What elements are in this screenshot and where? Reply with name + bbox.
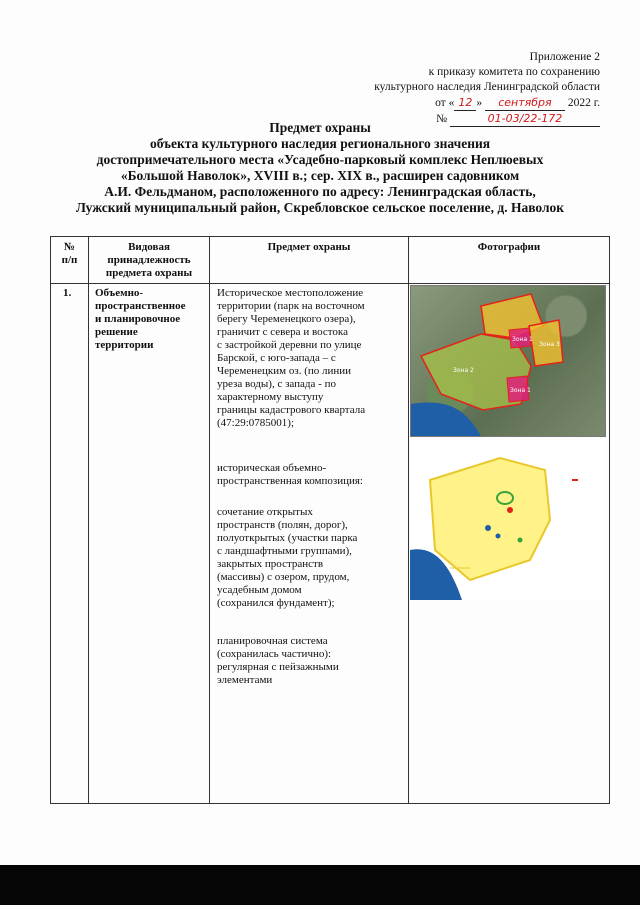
header-photos: Фотографии: [477, 241, 541, 253]
scheme-point-2: [496, 534, 501, 539]
row1-subject-planning: планировочная система (сохранилась частично): регулярная с пейзажными элементами: [217, 635, 339, 686]
zones-map-svg: [411, 286, 605, 436]
row1-subject-location: Историческое местоположение территории (парк на восточном берегу Череменецкого озера), граничит с севера и востока с застройкой деревни по улице Барской, с юго-запада – с Череменецким оз. (по линии уреза воды), с запада - по характерному выступу границы кадастрового квартала (47:29:0785001);: [217, 287, 366, 429]
title-line-4: «Большой Наволок», XVIII в.; сер. XIX в., расширен садовником: [120, 168, 520, 183]
label-zone3: Зона 3: [539, 341, 560, 348]
date-month-handwritten: сентября: [485, 95, 565, 111]
title-line-6: Лужский муниципальный район, Скребловское сельское поселение, д. Наволок: [75, 200, 565, 215]
lake-water: [411, 403, 481, 436]
row1-num: 1.: [63, 287, 72, 299]
appendix-line-3: культурного наследия Ленинградской области: [374, 81, 600, 93]
appendix-line-1: Приложение 2: [529, 51, 600, 63]
order-number-handwritten: 01-03/22-172: [450, 111, 600, 127]
scheme-point-3: [518, 538, 523, 543]
order-number: № 01-03/22-172: [374, 111, 600, 127]
header-num: № п/п: [61, 241, 78, 266]
label-zone1-top: Зона 1: [512, 336, 533, 343]
title-line-2: объекта культурного наследия регионального значения: [149, 136, 491, 151]
header-subject: Предмет охраны: [267, 241, 351, 253]
row1-type: Объемно- пространственное и планировочное решение территории: [95, 287, 186, 351]
planning-scheme-svg: [410, 440, 604, 600]
scheme-area: [430, 458, 550, 580]
label-zone2: Зона 2: [453, 367, 474, 374]
label-zone1-bottom: Зона 1: [510, 387, 531, 394]
zones-aerial-map: [410, 285, 606, 437]
row1-subject-composition: историческая объемно- пространственная композиция:: [217, 462, 363, 487]
scheme-point-1: [485, 525, 491, 531]
title-line-1: Предмет охраны: [269, 120, 371, 135]
appendix-line-2: к приказу комитета по сохранению: [428, 66, 600, 78]
scheme-house-marker: [507, 507, 513, 513]
document-title: [30, 120, 610, 216]
scan-bottom-edge: [0, 865, 640, 905]
header-type: Видовая принадлежность предмета охраны: [105, 241, 193, 279]
order-date: от « 12 » сентября 2022 г.: [435, 96, 600, 109]
title-line-3: достопримечательного места «Усадебно-парковый комплекс Неплюевых: [96, 152, 544, 167]
planning-scheme: [410, 440, 604, 600]
title-line-5: А.И. Фельдманом, расположенного по адресу: Ленинградская область,: [104, 184, 536, 199]
row1-subject-spaces: сочетание открытых пространств (полян, дорог), полуоткрытых (участки парка с ландшафтными группами), закрытых пространств (массивы) с озером, прудом, усадебным домом (сохранился фундамент);: [217, 506, 358, 609]
date-day-handwritten: 12: [454, 95, 476, 111]
appendix-block: [374, 50, 600, 127]
